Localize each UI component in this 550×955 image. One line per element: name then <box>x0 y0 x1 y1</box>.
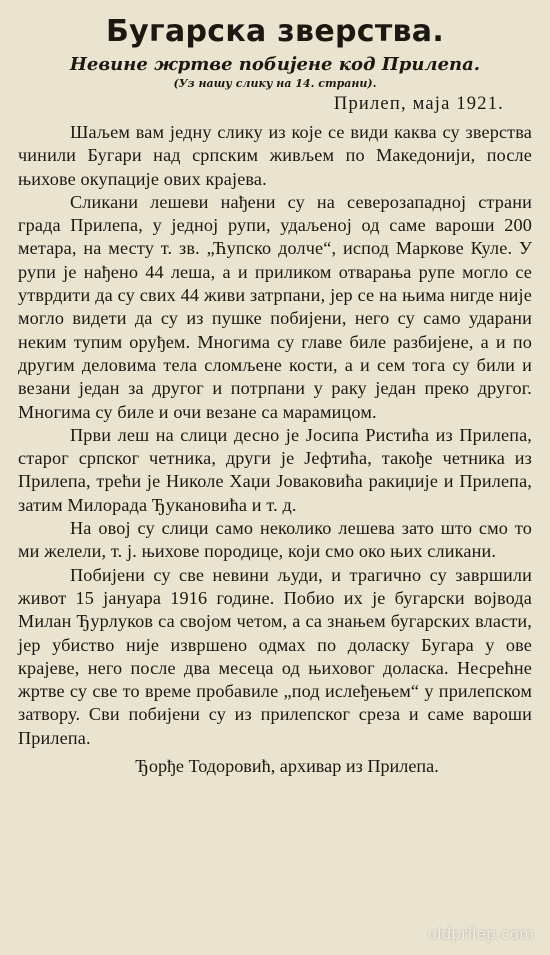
article-dateline: Прилеп, маја 1921. <box>333 94 504 114</box>
paragraph: Сликани лешеви нађени су на северозападној страни града Прилепа, у једној рупи, удаљеној од саме вароши 200 метара, на месту т. зв. „Ћупско долче“, испод Маркове Куле. У рупи је нађено 44 леша, а и приликом отварања рупе могло се утврдити да су свих 44 живи затрпани, јер се на њима нигде није могло видети да су из пушке побијени, него су само ударани неким тупим оруђем. Многима су главе биле разбијене, а и по другим деловима тела сломљене кости, а и сем тога су били и везани један за другог и потрпани у раку један преко другог. Многима су биле и очи везане са марамицом. <box>18 191 532 422</box>
article-signature: Ђорђе Тодоровић, архивар из Прилепа. <box>135 756 439 777</box>
paragraph: Први леш на слици десно је Јосипа Ристића из Прилепа, старог српског четника, други је Јефтића, такође четника из Прилепа, трећи је Николе Хаџи Јоваковића ракиџије и Прилепа, затим Милорада Ђукановића и т. д. <box>18 424 532 515</box>
paragraph: Шаљем вам једну слику из које се види каква су зверства чинили Бугари над српским живљем по Македонији, после њихове окупације ових крајева. <box>18 122 532 189</box>
site-watermark: oldprilep.com <box>427 925 534 943</box>
article-headline: Бугарска зверства. <box>105 14 445 49</box>
article-body <box>18 121 532 750</box>
photo-reference-note: (Уз нашу слику на 14. страни). <box>173 77 377 90</box>
article-subheadline: Невине жртве побијене код Прилепа. <box>69 54 481 75</box>
paragraph: Побијени су све невини људи, и трагично су завршили живот 15 јануара 1916 године. Побио их је бугарски војвода Милан Ђурлуков са својом четом, а са знањем бугарских власти, јер убиство није извршено одмах по доласку Бугара у ове крајеве, него после два месеца од њиховог доласка. Несрећне жртве су све то време пробавиле „под ислеђењем“ у прилепском затвору. Сви побијени су из прилепског среза и саме вароши Прилепа. <box>18 564 532 748</box>
paragraph: На овој су слици само неколико лешева зато што смо то ми желели, т. ј. њихове породице, који смо око њих сликани. <box>18 518 532 562</box>
